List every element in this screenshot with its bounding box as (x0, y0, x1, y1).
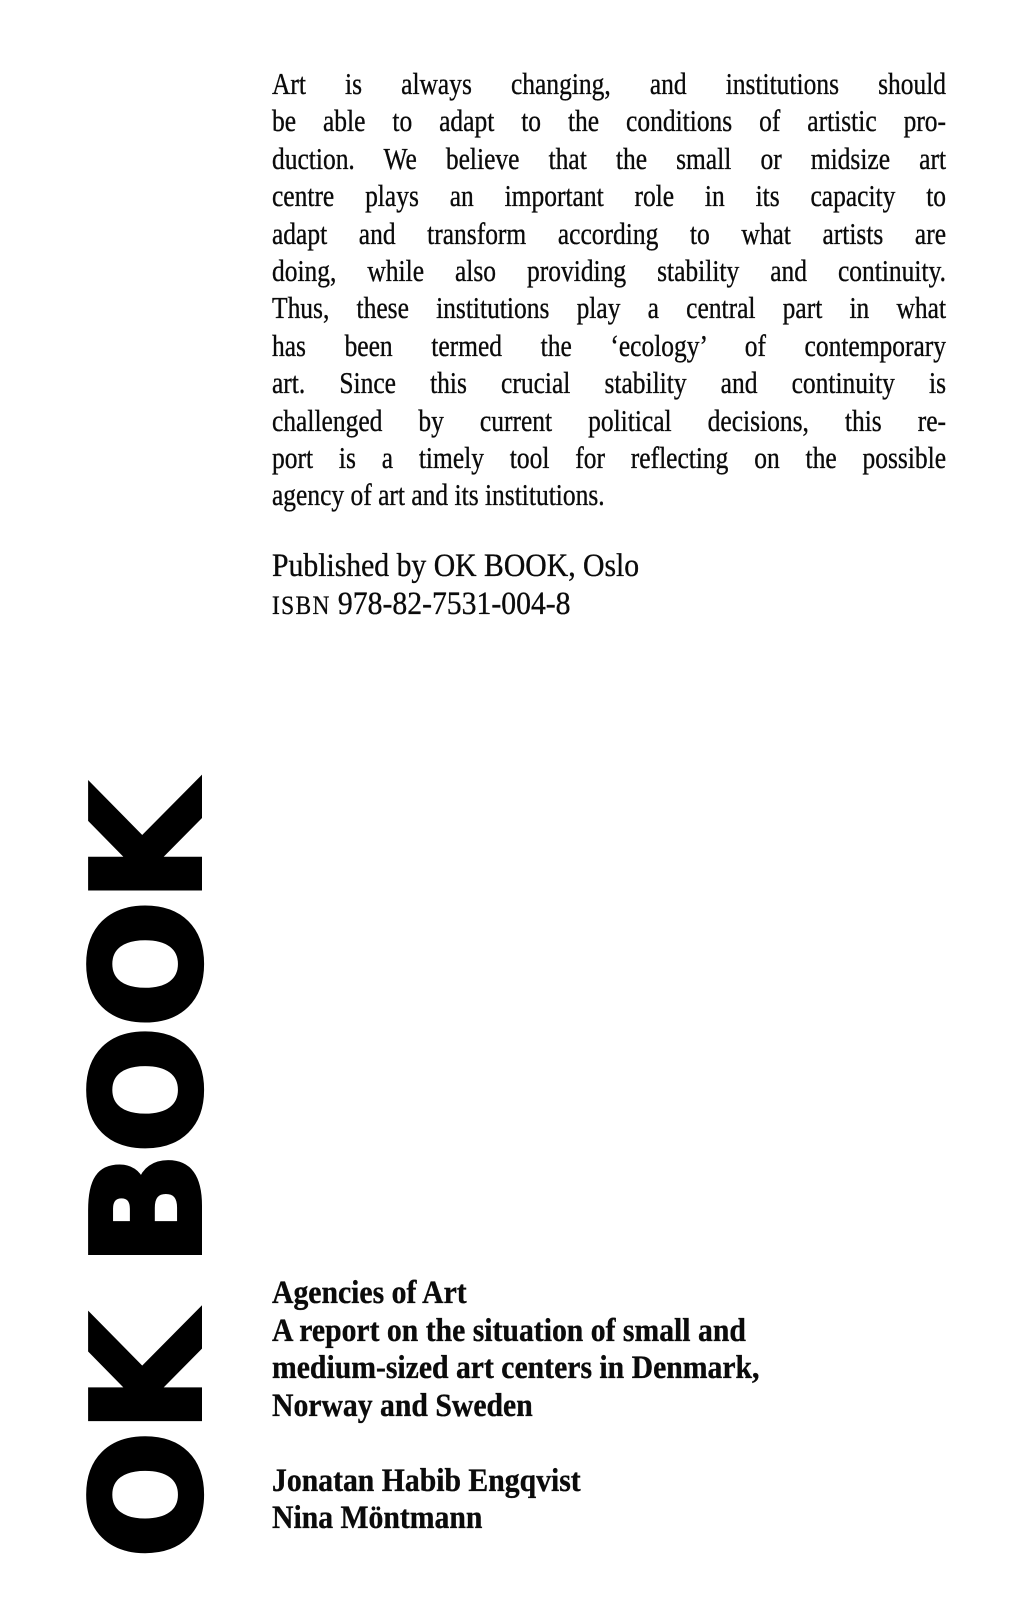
title-and-authors (272, 1275, 759, 1538)
paragraph-line: agency of art and its institutions. (272, 477, 605, 513)
isbn-line (272, 586, 639, 625)
book-title-line: Norway and Sweden (272, 1387, 533, 1424)
publisher-block (272, 548, 639, 624)
book-title-line: medium-sized art centers in Denmark, (272, 1350, 760, 1386)
author-name: Jonatan Habib Engqvist (272, 1462, 581, 1499)
paragraph-line: be able to adapt to the conditions of artistic pro- (272, 103, 947, 139)
author-names (272, 1463, 759, 1538)
paragraph-line: art. Since this crucial stability and continuity is (272, 365, 947, 401)
paragraph-line: challenged by current political decisions, this re- (272, 402, 947, 438)
paragraph-line: duction. We believe that the small or midsize art (272, 140, 947, 176)
paragraph-line: adapt and transform according to what artists are (272, 215, 947, 251)
isbn-label: ISBN (272, 590, 331, 620)
intro-paragraph (272, 65, 946, 514)
book-title-line: Agencies of Art (272, 1275, 467, 1311)
paragraph-line: port is a timely tool for reflecting on the possible (272, 440, 947, 476)
isbn-value: 978-82-7531-004-8 (337, 585, 571, 622)
paragraph-line: centre plays an important role in its capacity to (272, 178, 947, 214)
paragraph-line: has been termed the ‘ecology’ of contemporary (272, 327, 947, 363)
paragraph-line: doing, while also providing stability and continuity. (272, 253, 947, 289)
author-name: Nina Möntmann (272, 1500, 483, 1536)
book-title-line: A report on the situation of small and (272, 1312, 746, 1349)
paragraph-line: Thus, these institutions play a central part in what (272, 290, 947, 326)
paragraph-line: Art is always changing, and institutions should (272, 66, 947, 101)
book-title-lines (272, 1275, 759, 1425)
ok-book-vertical-wordmark: OK BOOK (62, 786, 234, 1558)
publisher-line: Published by OK BOOK, Oslo (272, 548, 640, 584)
